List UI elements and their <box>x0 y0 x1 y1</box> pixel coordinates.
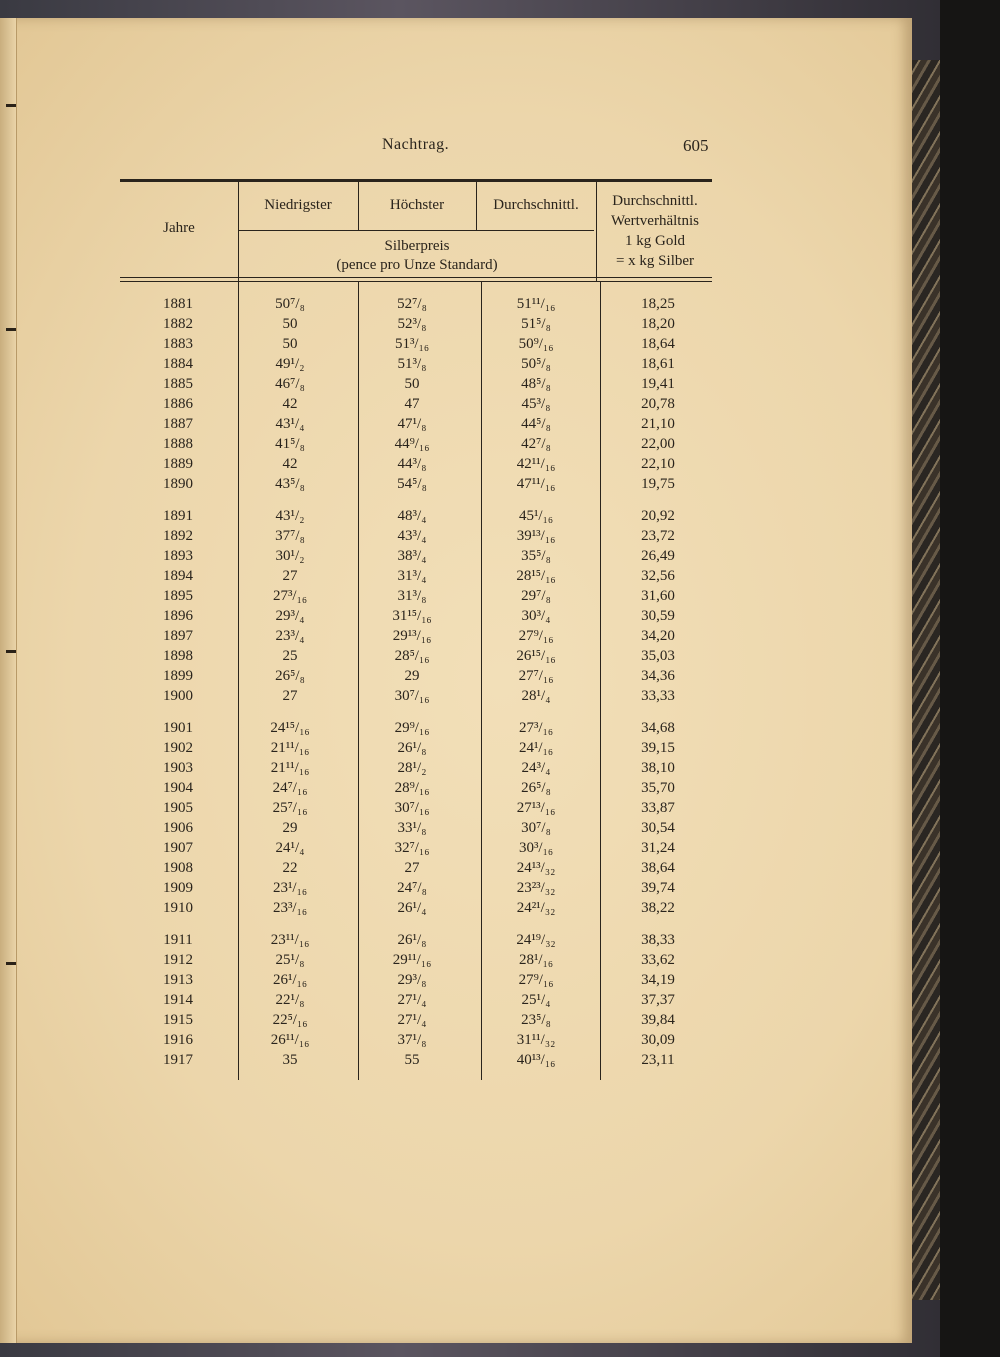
ratio-cell: 34,36 <box>641 668 675 684</box>
year-cell: 1885 <box>163 376 193 392</box>
column-wertverhaeltnis <box>606 294 710 1070</box>
high-price-cell: 47¹/₈ <box>397 416 427 432</box>
ratio-cell: 19,75 <box>641 476 675 492</box>
year-cell: 1897 <box>163 628 193 644</box>
avg-price-cell: 24²¹/₃₂ <box>516 900 556 916</box>
ratio-cell: 18,64 <box>641 336 675 352</box>
year-cell: 1892 <box>163 528 193 544</box>
ratio-cell: 39,74 <box>641 880 675 896</box>
high-price-cell: 43³/₄ <box>397 528 427 544</box>
group-spacer <box>240 494 340 506</box>
column-jahre <box>130 294 226 1070</box>
ratio-cell: 38,22 <box>641 900 675 916</box>
group-spacer <box>130 918 226 930</box>
column-hoechster <box>362 294 462 1070</box>
year-cell: 1904 <box>163 780 193 796</box>
ratio-cell: 20,92 <box>641 508 675 524</box>
group-spacer <box>362 494 462 506</box>
avg-price-cell: 40¹³/₁₆ <box>516 1052 556 1068</box>
year-cell: 1911 <box>163 932 193 948</box>
group-spacer <box>484 918 588 930</box>
ratio-cell: 22,00 <box>641 436 675 452</box>
ratio-cell: 30,59 <box>641 608 675 624</box>
running-title: Nachtrag. <box>382 136 450 153</box>
high-price-cell: 44³/₈ <box>397 456 427 472</box>
high-price-cell: 27 <box>404 860 420 876</box>
ratio-cell: 30,54 <box>641 820 675 836</box>
year-cell: 1889 <box>163 456 193 472</box>
high-price-cell: 26¹/₈ <box>397 740 427 756</box>
header-ratio-line1: Durchschnittl. <box>612 193 698 209</box>
avg-price-cell: 51⁵/₈ <box>521 316 551 332</box>
year-cell: 1906 <box>163 820 193 836</box>
year-cell: 1896 <box>163 608 193 624</box>
high-price-cell: 26¹/₈ <box>397 932 427 948</box>
avg-price-cell: 31¹¹/₃₂ <box>516 1032 556 1048</box>
low-price-cell: 24¹/₄ <box>275 840 305 856</box>
low-price-cell: 42 <box>282 396 298 412</box>
year-cell: 1894 <box>163 568 193 584</box>
header-bottom-rule <box>120 277 712 278</box>
ratio-cell: 38,33 <box>641 932 675 948</box>
low-price-cell: 50 <box>282 316 298 332</box>
high-price-cell: 51³/₁₆ <box>394 336 430 352</box>
high-price-cell: 26¹/₄ <box>397 900 427 916</box>
year-cell: 1903 <box>163 760 193 776</box>
avg-price-cell: 47¹¹/₁₆ <box>516 476 556 492</box>
year-cell: 1908 <box>163 860 193 876</box>
avg-price-cell: 27⁹/₁₆ <box>518 628 554 644</box>
avg-price-cell: 45³/₈ <box>521 396 551 412</box>
low-price-cell: 27 <box>282 568 298 584</box>
high-price-cell: 44⁹/₁₆ <box>394 436 430 452</box>
year-cell: 1888 <box>163 436 193 452</box>
binding-stitch <box>6 962 16 965</box>
low-price-cell: 29 <box>282 820 298 836</box>
high-price-cell: 38³/₄ <box>397 548 427 564</box>
low-price-cell: 29³/₄ <box>275 608 305 624</box>
binding-stitch <box>6 650 16 653</box>
year-cell: 1898 <box>163 648 193 664</box>
low-price-cell: 21¹¹/₁₆ <box>270 740 310 756</box>
ratio-cell: 31,60 <box>641 588 675 604</box>
page-gutter <box>0 18 17 1343</box>
avg-price-cell: 39¹³/₁₆ <box>516 528 556 544</box>
ratio-cell: 23,11 <box>641 1052 675 1068</box>
header-durchschnitt: Durchschnittl. <box>493 197 579 213</box>
year-cell: 1884 <box>163 356 193 372</box>
ratio-cell: 18,25 <box>641 296 675 312</box>
year-cell: 1891 <box>163 508 193 524</box>
low-price-cell: 30¹/₂ <box>275 548 305 564</box>
year-cell: 1895 <box>163 588 193 604</box>
ratio-cell: 35,03 <box>641 648 675 664</box>
low-price-cell: 22 <box>282 860 298 876</box>
avg-price-cell: 29⁷/₈ <box>521 588 551 604</box>
avg-price-cell: 48⁵/₈ <box>521 376 551 392</box>
ratio-cell: 31,24 <box>641 840 675 856</box>
year-cell: 1886 <box>163 396 193 412</box>
high-price-cell: 27¹/₄ <box>397 1012 427 1028</box>
column-niedrigster <box>240 294 340 1070</box>
group-spacer <box>606 706 710 718</box>
group-spacer <box>484 706 588 718</box>
ratio-cell: 21,10 <box>641 416 675 432</box>
high-price-cell: 28⁹/₁₆ <box>394 780 430 796</box>
ratio-cell: 22,10 <box>641 456 675 472</box>
low-price-cell: 43¹/₂ <box>275 508 305 524</box>
year-cell: 1901 <box>163 720 193 736</box>
header-silberpreis-unit: (pence pro Unze Standard) <box>336 257 498 273</box>
header-ratio-line4: = x kg Silber <box>615 253 695 269</box>
year-cell: 1881 <box>163 296 193 312</box>
low-price-cell: 26¹¹/₁₆ <box>270 1032 310 1048</box>
year-cell: 1900 <box>163 688 193 704</box>
avg-price-cell: 45¹/₁₆ <box>518 508 554 524</box>
year-cell: 1883 <box>163 336 193 352</box>
ratio-cell: 32,56 <box>641 568 675 584</box>
year-cell: 1907 <box>163 840 193 856</box>
header-hoechster: Höchster <box>389 197 445 213</box>
low-price-cell: 37⁷/₈ <box>275 528 305 544</box>
high-price-cell: 29⁹/₁₆ <box>394 720 430 736</box>
avg-price-cell: 23²³/₃₂ <box>516 880 556 896</box>
year-cell: 1899 <box>163 668 193 684</box>
ratio-cell: 34,19 <box>641 972 675 988</box>
avg-price-cell: 42⁷/₈ <box>521 436 551 452</box>
ratio-cell: 38,10 <box>641 760 675 776</box>
avg-price-cell: 28¹/₁₆ <box>518 952 554 968</box>
low-price-cell: 27³/₁₆ <box>272 588 308 604</box>
ratio-cell: 33,87 <box>641 800 675 816</box>
header-silberpreis: Silberpreis <box>384 238 450 254</box>
low-price-cell: 24¹⁵/₁₆ <box>270 720 310 736</box>
low-price-cell: 43⁵/₈ <box>275 476 305 492</box>
avg-price-cell: 24¹/₁₆ <box>518 740 554 756</box>
avg-price-cell: 24³/₄ <box>521 760 551 776</box>
avg-price-cell: 30³/₁₆ <box>518 840 554 856</box>
header-niedrigster: Niedrigster <box>264 197 332 213</box>
year-cell: 1909 <box>163 880 193 896</box>
high-price-cell: 30⁷/₁₆ <box>394 688 430 704</box>
high-price-cell: 48³/₄ <box>397 508 427 524</box>
low-price-cell: 43¹/₄ <box>275 416 305 432</box>
header-ratio-line3: 1 kg Gold <box>625 233 685 249</box>
avg-price-cell: 51¹¹/₁₆ <box>516 296 556 312</box>
high-price-cell: 29³/₈ <box>397 972 427 988</box>
low-price-cell: 46⁷/₈ <box>275 376 305 392</box>
high-price-cell: 54⁵/₈ <box>397 476 427 492</box>
year-cell: 1902 <box>163 740 193 756</box>
high-price-cell: 55 <box>404 1052 420 1068</box>
binding-stitch <box>6 328 16 331</box>
column-divider <box>481 282 482 1080</box>
group-spacer <box>240 918 340 930</box>
low-price-cell: 21¹¹/₁₆ <box>270 760 310 776</box>
low-price-cell: 35 <box>282 1052 298 1068</box>
year-cell: 1915 <box>163 1012 193 1028</box>
binding-stitch <box>6 104 16 107</box>
column-divider <box>600 282 601 1080</box>
column-divider <box>238 282 239 1080</box>
high-price-cell: 50 <box>404 376 420 392</box>
high-price-cell: 30⁷/₁₆ <box>394 800 430 816</box>
high-price-cell: 31¹⁵/₁₆ <box>392 608 432 624</box>
avg-price-cell: 28¹/₄ <box>521 688 551 704</box>
high-price-cell: 47 <box>404 396 420 412</box>
high-price-cell: 28¹/₂ <box>397 760 427 776</box>
ratio-cell: 34,68 <box>641 720 675 736</box>
ratio-cell: 30,09 <box>641 1032 675 1048</box>
group-spacer <box>484 494 588 506</box>
avg-price-cell: 25¹/₄ <box>521 992 551 1008</box>
avg-price-cell: 27¹³/₁₆ <box>516 800 556 816</box>
group-spacer <box>606 494 710 506</box>
high-price-cell: 37¹/₈ <box>397 1032 427 1048</box>
group-spacer <box>130 706 226 718</box>
group-spacer <box>240 706 340 718</box>
low-price-cell: 41⁵/₈ <box>275 436 305 452</box>
low-price-cell: 22¹/₈ <box>275 992 305 1008</box>
year-cell: 1913 <box>163 972 193 988</box>
low-price-cell: 25 <box>282 648 298 664</box>
avg-price-cell: 24¹⁹/₃₂ <box>516 932 556 948</box>
low-price-cell: 26¹/₁₆ <box>272 972 308 988</box>
header-group-rule <box>238 230 594 231</box>
year-cell: 1905 <box>163 800 193 816</box>
high-price-cell: 52³/₈ <box>397 316 427 332</box>
avg-price-cell: 27³/₁₆ <box>518 720 554 736</box>
low-price-cell: 23¹/₁₆ <box>272 880 308 896</box>
ratio-cell: 19,41 <box>641 376 675 392</box>
low-price-cell: 26⁵/₈ <box>275 668 305 684</box>
ratio-cell: 34,20 <box>641 628 675 644</box>
ratio-cell: 37,37 <box>641 992 675 1008</box>
year-cell: 1917 <box>163 1052 193 1068</box>
low-price-cell: 25⁷/₁₆ <box>272 800 308 816</box>
ratio-cell: 26,49 <box>641 548 675 564</box>
year-cell: 1882 <box>163 316 193 332</box>
column-durchschnitt <box>484 294 588 1070</box>
ratio-cell: 20,78 <box>641 396 675 412</box>
ratio-cell: 33,33 <box>641 688 675 704</box>
low-price-cell: 23³/₁₆ <box>272 900 308 916</box>
ratio-cell: 39,15 <box>641 740 675 756</box>
avg-price-cell: 30³/₄ <box>521 608 551 624</box>
year-cell: 1914 <box>163 992 193 1008</box>
avg-price-cell: 50⁹/₁₆ <box>518 336 554 352</box>
year-cell: 1910 <box>163 900 193 916</box>
low-price-cell: 42 <box>282 456 298 472</box>
year-cell: 1916 <box>163 1032 193 1048</box>
high-price-cell: 32⁷/₁₆ <box>394 840 430 856</box>
header-bottom-rule-double <box>120 281 712 282</box>
year-cell: 1890 <box>163 476 193 492</box>
avg-price-cell: 27⁹/₁₆ <box>518 972 554 988</box>
high-price-cell: 27¹/₄ <box>397 992 427 1008</box>
avg-price-cell: 24¹³/₃₂ <box>516 860 556 876</box>
page-number: 605 <box>683 136 709 155</box>
group-spacer <box>606 918 710 930</box>
avg-price-cell: 44⁵/₈ <box>521 416 551 432</box>
low-price-cell: 27 <box>282 688 298 704</box>
low-price-cell: 50 <box>282 336 298 352</box>
header-ratio-line2: Wertverhältnis <box>611 213 699 229</box>
avg-price-cell: 26⁵/₈ <box>521 780 551 796</box>
header-jahre: Jahre <box>163 220 195 236</box>
avg-price-cell: 30⁷/₈ <box>521 820 551 836</box>
avg-price-cell: 28¹⁵/₁₆ <box>516 568 556 584</box>
high-price-cell: 33¹/₈ <box>397 820 427 836</box>
group-spacer <box>362 918 462 930</box>
avg-price-cell: 23⁵/₈ <box>521 1012 551 1028</box>
avg-price-cell: 42¹¹/₁₆ <box>516 456 556 472</box>
avg-price-cell: 35⁵/₈ <box>521 548 551 564</box>
ratio-cell: 18,61 <box>641 356 675 372</box>
ratio-cell: 23,72 <box>641 528 675 544</box>
year-cell: 1887 <box>163 416 193 432</box>
high-price-cell: 31³/₈ <box>397 588 427 604</box>
low-price-cell: 23³/₄ <box>275 628 305 644</box>
group-spacer <box>362 706 462 718</box>
high-price-cell: 29 <box>404 668 420 684</box>
low-price-cell: 50⁷/₈ <box>275 296 305 312</box>
ratio-cell: 18,20 <box>641 316 675 332</box>
background-shadow <box>940 0 1000 1357</box>
low-price-cell: 25¹/₈ <box>275 952 305 968</box>
high-price-cell: 51³/₈ <box>397 356 427 372</box>
low-price-cell: 24⁷/₁₆ <box>272 780 308 796</box>
low-price-cell: 22⁵/₁₆ <box>272 1012 308 1028</box>
ratio-cell: 38,64 <box>641 860 675 876</box>
ratio-cell: 33,62 <box>641 952 675 968</box>
high-price-cell: 28⁵/₁₆ <box>394 648 430 664</box>
year-cell: 1893 <box>163 548 193 564</box>
avg-price-cell: 50⁵/₈ <box>521 356 551 372</box>
avg-price-cell: 26¹⁵/₁₆ <box>516 648 556 664</box>
column-divider <box>358 282 359 1080</box>
ratio-cell: 39,84 <box>641 1012 675 1028</box>
avg-price-cell: 27⁷/₁₆ <box>518 668 554 684</box>
group-spacer <box>130 494 226 506</box>
low-price-cell: 49¹/₂ <box>275 356 305 372</box>
table-top-rule <box>120 179 712 182</box>
low-price-cell: 23¹¹/₁₆ <box>270 932 310 948</box>
high-price-cell: 29¹³/₁₆ <box>392 628 432 644</box>
high-price-cell: 29¹¹/₁₆ <box>392 952 432 968</box>
year-cell: 1912 <box>163 952 193 968</box>
ratio-cell: 35,70 <box>641 780 675 796</box>
high-price-cell: 31³/₄ <box>397 568 427 584</box>
high-price-cell: 24⁷/₈ <box>397 880 427 896</box>
high-price-cell: 52⁷/₈ <box>397 296 427 312</box>
